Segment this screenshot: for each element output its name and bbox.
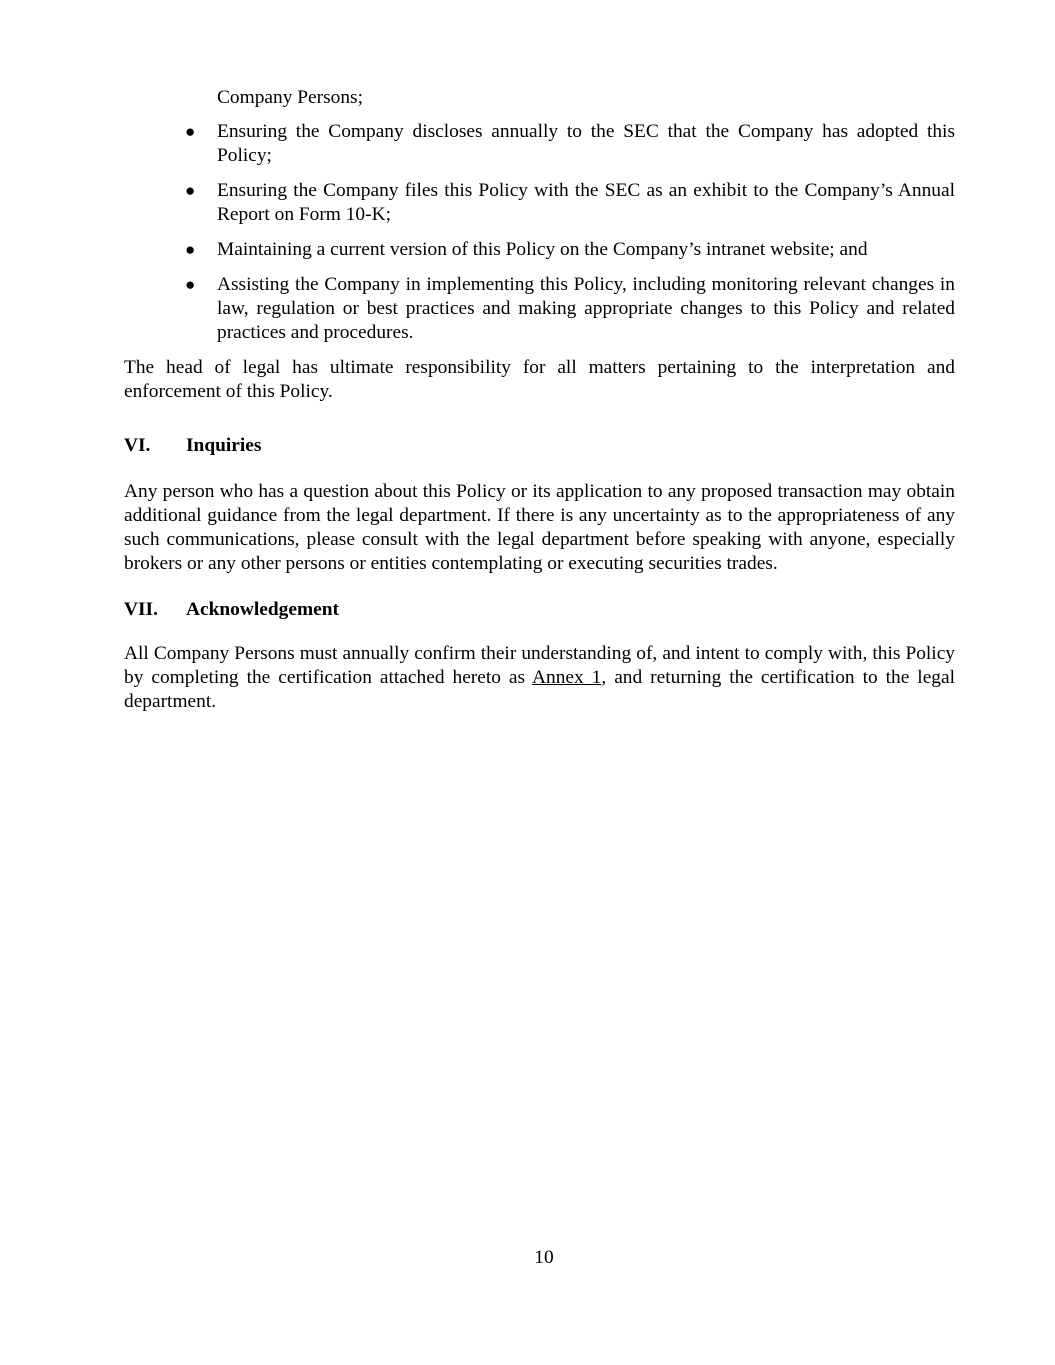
bullet-icon: ● bbox=[185, 275, 196, 294]
list-item bbox=[124, 273, 955, 345]
acknowledgement-text-start: All Company Persons must annually confirm their understanding of, and intent to comply with, this Policy by completing the certification attached hereto as bbox=[124, 643, 955, 688]
legal-responsibility-paragraph: The head of legal has ultimate responsibility for all matters pertaining to the interpretation and enforcement of this Policy. bbox=[124, 357, 955, 402]
continued-line: Company Persons; bbox=[217, 87, 363, 108]
annex-1-link[interactable]: Annex 1 bbox=[532, 667, 602, 688]
section-title: Inquiries bbox=[186, 435, 262, 456]
list-item bbox=[124, 179, 955, 227]
section-number: VI. bbox=[124, 435, 151, 456]
acknowledgement-paragraph bbox=[124, 642, 955, 714]
list-item-text: Assisting the Company in implementing this Policy, including monitoring relevant changes in law, regulation or best practices and making appropriate changes to this Policy and related practices and procedures. bbox=[217, 274, 955, 343]
section-heading-inquiries bbox=[124, 434, 955, 458]
acknowledgement-text-end: , and returning the certification to the legal department. bbox=[124, 667, 955, 712]
list-item-text: Ensuring the Company discloses annually to the SEC that the Company has adopted this Policy; bbox=[217, 121, 955, 166]
bullet-icon: ● bbox=[185, 181, 196, 200]
section-number: VII. bbox=[124, 599, 158, 620]
section-title: Acknowledgement bbox=[186, 599, 339, 620]
page-content bbox=[124, 86, 955, 714]
section-heading-acknowledgement bbox=[124, 598, 955, 622]
list-item bbox=[124, 120, 955, 168]
list-item bbox=[124, 238, 955, 262]
inquiries-paragraph: Any person who has a question about this Policy or its application to any proposed transaction may obtain additional guidance from the legal department. If there is any uncertainty as to the appropriateness of any such communications, please consult with the legal department before speaking with anyone, especially brokers or any other persons or entities contemplating or executing securities trades. bbox=[124, 481, 955, 574]
bullet-icon: ● bbox=[185, 240, 196, 259]
list-item-text: Maintaining a current version of this Policy on the Company’s intranet website; and bbox=[217, 239, 868, 260]
page-number: 10 bbox=[534, 1247, 554, 1268]
list-item-text: Ensuring the Company files this Policy with the SEC as an exhibit to the Company’s Annual Report on Form 10-K; bbox=[217, 180, 955, 225]
bullet-icon: ● bbox=[185, 122, 196, 141]
responsibilities-list bbox=[124, 120, 955, 345]
